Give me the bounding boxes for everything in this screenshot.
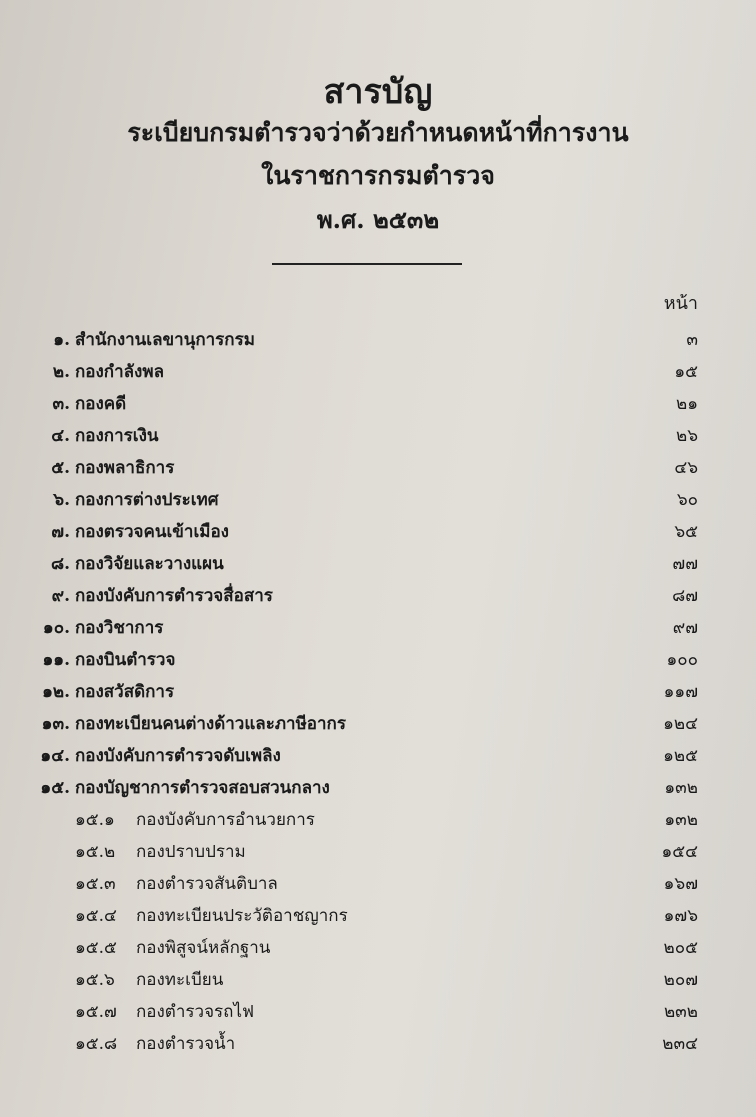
entry-title: สำนักงานเลขานุการกรม	[75, 330, 255, 350]
entry-page-number: ๗๗	[672, 554, 698, 574]
entry-number: ๑๕.๑	[75, 810, 115, 830]
entry-title: กองบังคับการอำนวยการ	[136, 810, 315, 830]
entry-number: ๑๒.	[42, 682, 70, 702]
entry-number: ๕.	[51, 458, 70, 478]
entry-number: ๑๕.๘	[75, 1034, 118, 1054]
entry-page-number: ๑๒๔	[663, 714, 698, 734]
toc-entry	[0, 933, 756, 963]
page-column-heading: หน้า	[663, 293, 698, 314]
entry-number: ๒.	[52, 362, 70, 382]
toc-entry	[0, 357, 756, 387]
entry-number: ๖.	[53, 490, 70, 510]
entry-number: ๑๑.	[42, 650, 70, 670]
entry-number: ๑๕.๖	[75, 970, 115, 990]
entry-number: ๔.	[51, 426, 70, 446]
toc-entry	[0, 325, 756, 355]
entry-number: ๑๕.	[40, 778, 70, 798]
entry-title: กองบังคับการตำรวจสื่อสาร	[75, 586, 273, 606]
entry-title: กองบินตำรวจ	[75, 650, 176, 670]
entry-page-number: ๓	[686, 330, 698, 350]
entry-page-number: ๒๓๔	[662, 1034, 698, 1054]
toc-entry	[0, 997, 756, 1027]
entry-page-number: ๒๓๒	[663, 1002, 698, 1022]
entry-page-number: ๙๗	[672, 618, 698, 638]
entry-page-number: ๖๕	[674, 522, 698, 542]
entry-number: ๑๕.๔	[75, 906, 117, 926]
entry-page-number: ๑๓๒	[664, 810, 698, 830]
entry-title: กองวิจัยและวางแผน	[75, 554, 224, 574]
entry-number: ๑๕.๒	[75, 842, 116, 862]
entry-page-number: ๒๐๕	[663, 938, 698, 958]
toc-entry	[0, 613, 756, 643]
toc-entry	[0, 901, 756, 931]
toc-entry	[0, 549, 756, 579]
entry-number: ๑๕.๓	[75, 874, 116, 894]
entry-page-number: ๑๐๐	[666, 650, 698, 670]
entry-page-number: ๒๐๗	[663, 970, 698, 990]
entry-number: ๑๕.๕	[75, 938, 117, 958]
entry-number: ๗.	[51, 522, 70, 542]
toc-entry	[0, 421, 756, 451]
entry-title: กองบัญชาการตำรวจสอบสวนกลาง	[75, 778, 330, 798]
entry-title: กองทะเบียนประวัติอาชญากร	[136, 906, 348, 926]
toc-entry	[0, 485, 756, 515]
entry-title: กองตรวจคนเข้าเมือง	[75, 522, 229, 542]
entry-title: กองพลาธิการ	[75, 458, 175, 478]
entry-page-number: ๑๕๔	[661, 842, 698, 862]
entry-title: กองพิสูจน์หลักฐาน	[136, 938, 271, 958]
document-year: พ.ศ. ๒๕๓๒	[316, 205, 440, 234]
entry-page-number: ๒๑	[676, 394, 698, 414]
entry-page-number: ๑๖๗	[663, 874, 698, 894]
entry-page-number: ๑๕	[674, 362, 698, 382]
entry-number: ๙.	[51, 586, 70, 606]
entry-title: กองการต่างประเทศ	[75, 490, 219, 510]
entry-number: ๑๓.	[41, 714, 70, 734]
toc-entry	[0, 773, 756, 803]
toc-entry	[0, 965, 756, 995]
entry-number: ๓.	[52, 394, 70, 414]
entry-title: กองปราบปราม	[136, 842, 246, 862]
entry-number: ๘.	[50, 554, 70, 574]
entry-title: กองตำรวจรถไฟ	[136, 1002, 255, 1022]
toc-entry	[0, 741, 756, 771]
toc-entry	[0, 453, 756, 483]
entry-title: กองตำรวจสันติบาล	[136, 874, 278, 894]
entry-page-number: ๔๖	[674, 458, 698, 478]
entry-page-number: ๑๑๗	[663, 682, 698, 702]
toc-entry	[0, 517, 756, 547]
toc-entry	[0, 805, 756, 835]
entry-number: ๑๐.	[42, 618, 70, 638]
entry-page-number: ๒๖	[676, 426, 698, 446]
toc-entry	[0, 389, 756, 419]
toc-entry	[0, 869, 756, 899]
toc-entry	[0, 677, 756, 707]
entry-title: กองการเงิน	[75, 426, 159, 446]
document-subtitle-line-2: ในราชการกรมตำรวจ	[261, 161, 495, 190]
document-subtitle: ระเบียบกรมตำรวจว่าด้วยกำหนดหน้าที่การงาน	[127, 118, 629, 147]
entry-title: กองบังคับการตำรวจดับเพลิง	[75, 746, 281, 766]
entry-page-number: ๑๓๒	[664, 778, 698, 798]
entry-title: กองกำลังพล	[75, 362, 164, 382]
toc-entry	[0, 1029, 756, 1059]
entry-page-number: ๑๒๕	[663, 746, 698, 766]
entry-page-number: ๑๗๖	[663, 906, 698, 926]
toc-entry	[0, 709, 756, 739]
entry-title: กองทะเบียนคนต่างด้าวและภาษีอากร	[75, 714, 346, 734]
page-title: สารบัญ	[323, 72, 433, 112]
entry-page-number: ๘๗	[672, 586, 698, 606]
entry-title: กองตำรวจน้ำ	[136, 1034, 236, 1054]
entry-number: ๑๕.๗	[75, 1002, 117, 1022]
toc-entry	[0, 581, 756, 611]
entry-page-number: ๖๐	[676, 490, 698, 510]
entry-number: ๑.	[53, 330, 70, 350]
entry-title: กองสวัสดิการ	[75, 682, 175, 702]
entry-title: กองคดี	[75, 394, 127, 414]
toc-entry	[0, 645, 756, 675]
toc-entry	[0, 837, 756, 867]
entry-title: กองทะเบียน	[136, 970, 224, 990]
entry-title: กองวิชาการ	[75, 618, 164, 638]
entry-number: ๑๔.	[40, 746, 70, 766]
title-divider	[272, 263, 462, 265]
